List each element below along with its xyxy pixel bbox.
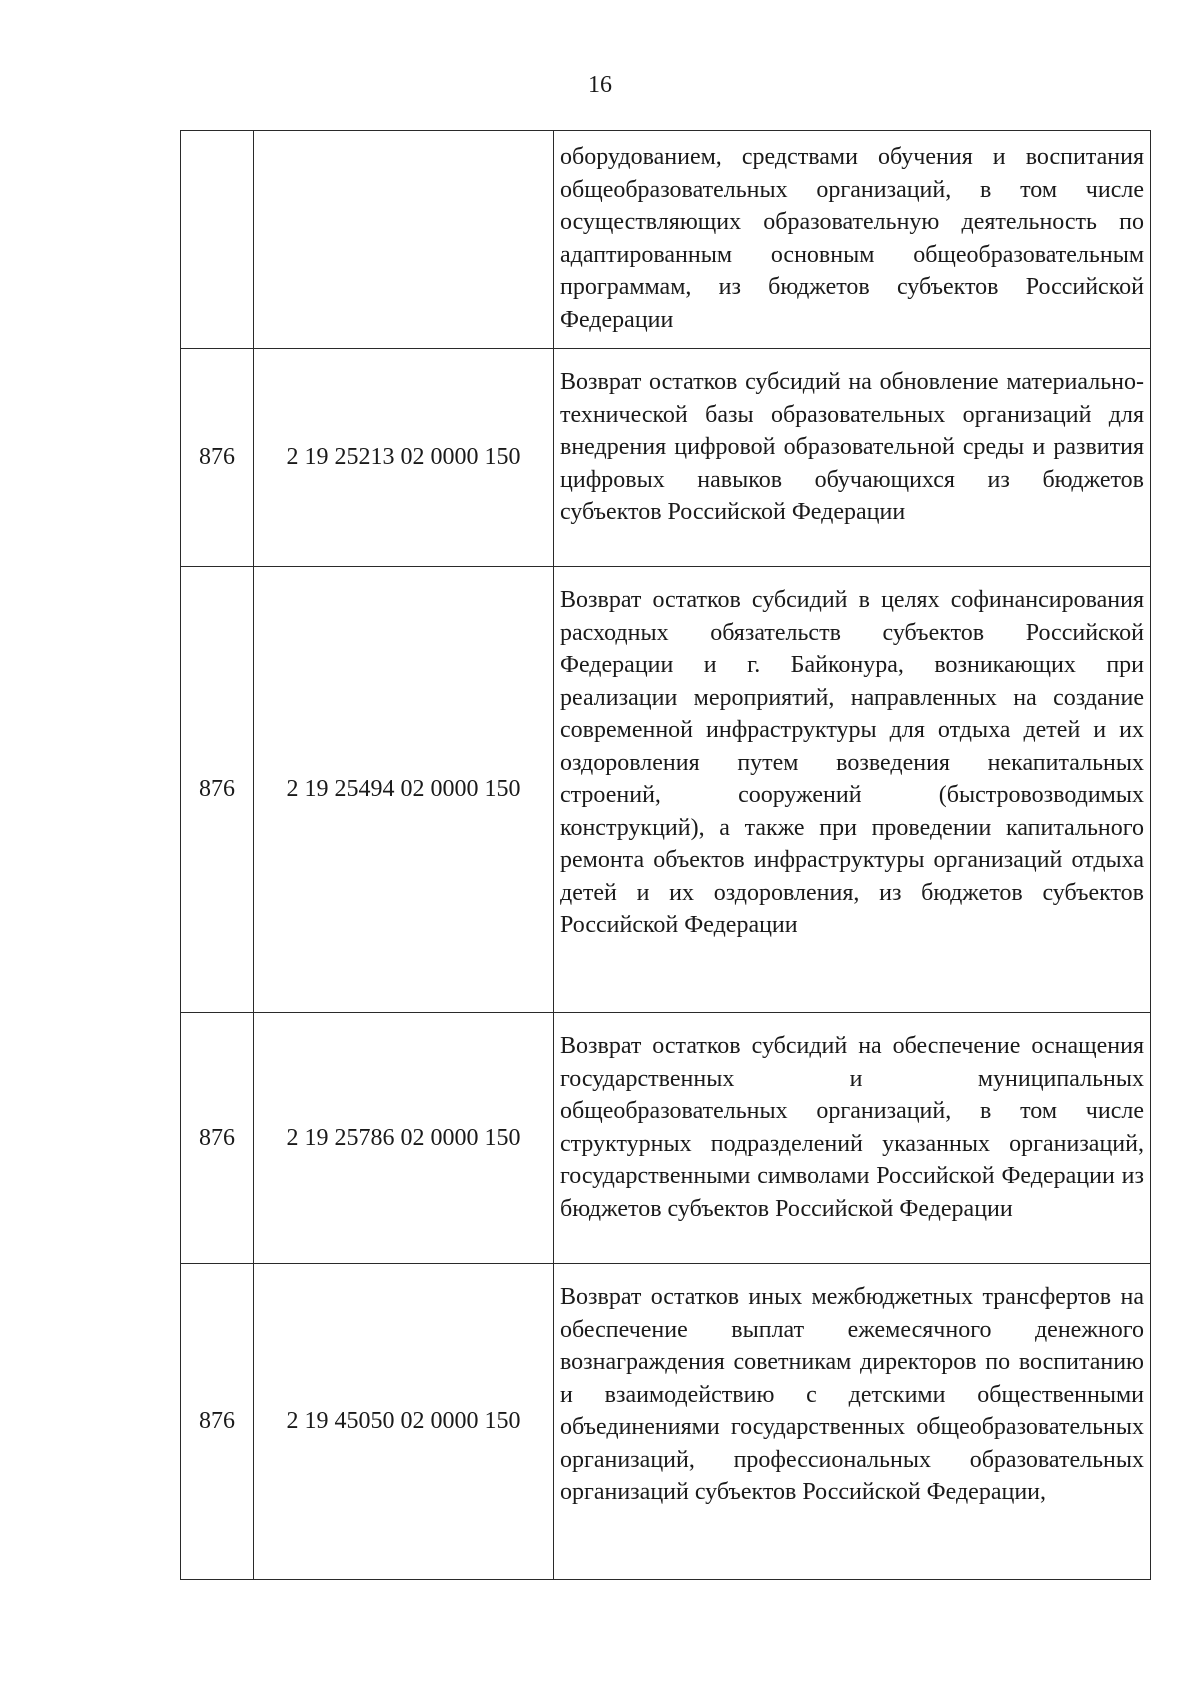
table-row: [181, 131, 1151, 349]
description-cell: [554, 131, 1151, 349]
table-row: [181, 1264, 1151, 1580]
admin-code-cell: 876: [181, 349, 254, 567]
table-row: [181, 567, 1151, 1013]
description-cell: [554, 567, 1151, 1013]
budget-code-cell: 2 19 25786 02 0000 150: [254, 1013, 554, 1264]
budget-codes-table: [180, 130, 1151, 1580]
admin-code-cell: [181, 131, 254, 349]
description-cell: [554, 1264, 1151, 1580]
budget-code-cell: 2 19 45050 02 0000 150: [254, 1264, 554, 1580]
admin-code-cell: 876: [181, 567, 254, 1013]
description-text: Возврат остатков субсидий в целях софинансирования расходных обязательств субъектов Российской Федерации и г. Байконура, возникающих при реализации мероприятий, направленных на создание современной инфраструктуры для отдыха детей и их оздоровления путем возведения некапитальных строений, сооружений (быстровозводимых конструкций), а также при проведении капитального ремонта объектов инфраструктуры организаций отдыха детей и их оздоровления, из бюджетов субъектов Российской Федерации: [560, 587, 1144, 938]
admin-code-cell: 876: [181, 1264, 254, 1580]
admin-code-cell: 876: [181, 1013, 254, 1264]
description-text: оборудованием, средствами обучения и воспитания общеобразовательных организаций, в том числе осуществляющих образовательную деятельность по адаптированным основным общеобразовательным программам, из бюджетов субъектов Российской Федерации: [560, 144, 1144, 333]
description-text: Возврат остатков иных межбюджетных трансфертов на обеспечение выплат ежемесячного денежного вознаграждения советникам директоров по воспитанию и взаимодействию с детскими общественными объединениями государственных общеобразовательных организаций, профессиональных образовательных организаций субъектов Российской Федерации,: [560, 1284, 1144, 1505]
page-number: 16: [588, 72, 612, 98]
table-row: [181, 1013, 1151, 1264]
budget-code-cell: 2 19 25213 02 0000 150: [254, 349, 554, 567]
description-text: Возврат остатков субсидий на обеспечение оснащения государственных и муниципальных общеобразовательных организаций, в том числе структурных подразделений указанных организаций, государственными символами Российской Федерации из бюджетов субъектов Российской Федерации: [560, 1033, 1144, 1222]
description-cell: [554, 1013, 1151, 1264]
budget-code-cell: [254, 131, 554, 349]
description-cell: [554, 349, 1151, 567]
table-row: [181, 349, 1151, 567]
budget-code-cell: 2 19 25494 02 0000 150: [254, 567, 554, 1013]
description-text: Возврат остатков субсидий на обновление материально-технической базы образовательных организаций для внедрения цифровой образовательной среды и развития цифровых навыков обучающихся из бюджетов субъектов Российской Федерации: [560, 369, 1144, 525]
